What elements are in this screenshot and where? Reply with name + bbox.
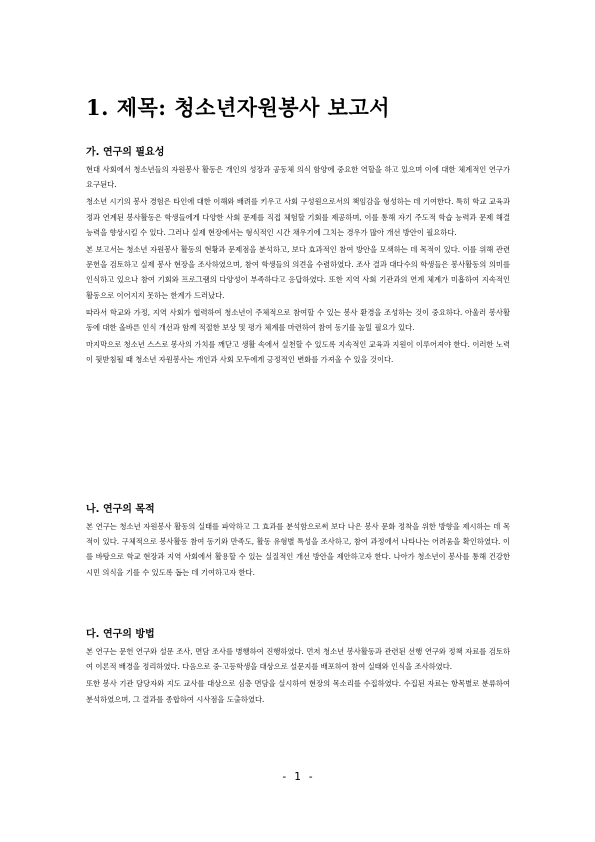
section-heading: 다. 연구의 방법 bbox=[86, 629, 155, 640]
section-heading: 가. 연구의 필요성 bbox=[86, 147, 165, 158]
section-method bbox=[86, 625, 510, 709]
document-title: 1. 제목: 청소년자원봉사 보고서 bbox=[86, 95, 391, 120]
paragraph: 마지막으로 청소년 스스로 봉사의 가치를 깨닫고 생활 속에서 실천할 수 있도록 지속적인 교육과 지원이 이루어져야 한다. 이러한 노력이 뒷받침될 때 청소년 자원봉사는 개인과 사회 모두에게 긍정적인 변화를 가져올 수 있을 것이다. bbox=[86, 340, 510, 365]
page-number: - 1 - bbox=[280, 770, 315, 783]
section-necessity bbox=[86, 143, 510, 370]
paragraph: 본 보고서는 청소년 자원봉사 활동의 현황과 문제점을 분석하고, 보다 효과적인 참여 방안을 모색하는 데 목적이 있다. 이를 위해 관련 문헌을 검토하고 실제 봉사 현장을 조사하였으며, 참여 학생들의 의견을 수렴하였다. 조사 결과 대다수의 학생들은 봉사활동의 의미를 인식하고 있으나 참여 기회와 프로그램의 다양성이 부족하다고 응답하였다. 또한 지역 사회 기관과의 연계 체계가 미흡하여 지속적인 활동으로 이어지지 못하는 한계가 드러났다. bbox=[86, 245, 510, 300]
paragraph: 본 연구는 청소년 자원봉사 활동의 실태를 파악하고 그 효과를 분석함으로써 보다 나은 봉사 문화 정착을 위한 방향을 제시하는 데 목적이 있다. 구체적으로 봉사활동 참여 동기와 만족도, 활동 유형별 특성을 조사하고, 참여 과정에서 나타나는 어려움을 확인하였다. 이를 바탕으로 학교 현장과 지역 사회에서 활용할 수 있는 실질적인 개선 방안을 제안하고자 한다. 나아가 청소년이 봉사를 통해 건강한 시민 의식을 기를 수 있도록 돕는 데 기여하고자 한다. bbox=[86, 522, 510, 577]
section-heading: 나. 연구의 목적 bbox=[86, 504, 155, 515]
paragraph: 본 연구는 문헌 연구와 설문 조사, 면담 조사를 병행하여 진행하였다. 먼저 청소년 봉사활동과 관련된 선행 연구와 정책 자료를 검토하여 이론적 배경을 정리하였다. 다음으로 중·고등학생을 대상으로 설문지를 배포하여 참여 실태와 인식을 조사하였다. bbox=[86, 647, 510, 672]
paragraph: 청소년 시기의 봉사 경험은 타인에 대한 이해와 배려를 키우고 사회 구성원으로서의 책임감을 형성하는 데 기여한다. 특히 학교 교육과정과 연계된 봉사활동은 학생들에게 다양한 사회 문제를 직접 체험할 기회를 제공하며, 이를 통해 자기 주도적 학습 능력과 문제 해결 능력을 향상시킬 수 있다. 그러나 실제 현장에서는 형식적인 시간 채우기에 그치는 경우가 많아 개선 방안이 필요하다. bbox=[86, 197, 510, 237]
paragraph: 또한 봉사 기관 담당자와 지도 교사를 대상으로 심층 면담을 실시하여 현장의 목소리를 수집하였다. 수집된 자료는 항목별로 분류하여 분석하였으며, 그 결과를 종합하여 시사점을 도출하였다. bbox=[86, 679, 510, 704]
section-purpose bbox=[86, 500, 510, 582]
paragraph: 따라서 학교와 가정, 지역 사회가 협력하여 청소년이 주체적으로 참여할 수 있는 봉사 환경을 조성하는 것이 중요하다. 아울러 봉사활동에 대한 올바른 인식 개선과 함께 적절한 보상 및 평가 체계를 마련하여 참여 동기를 높일 필요가 있다. bbox=[86, 307, 510, 333]
paragraph: 현대 사회에서 청소년들의 자원봉사 활동은 개인의 성장과 공동체 의식 함양에 중요한 역할을 하고 있으며 이에 대한 체계적인 연구가 요구된다. bbox=[86, 165, 510, 190]
